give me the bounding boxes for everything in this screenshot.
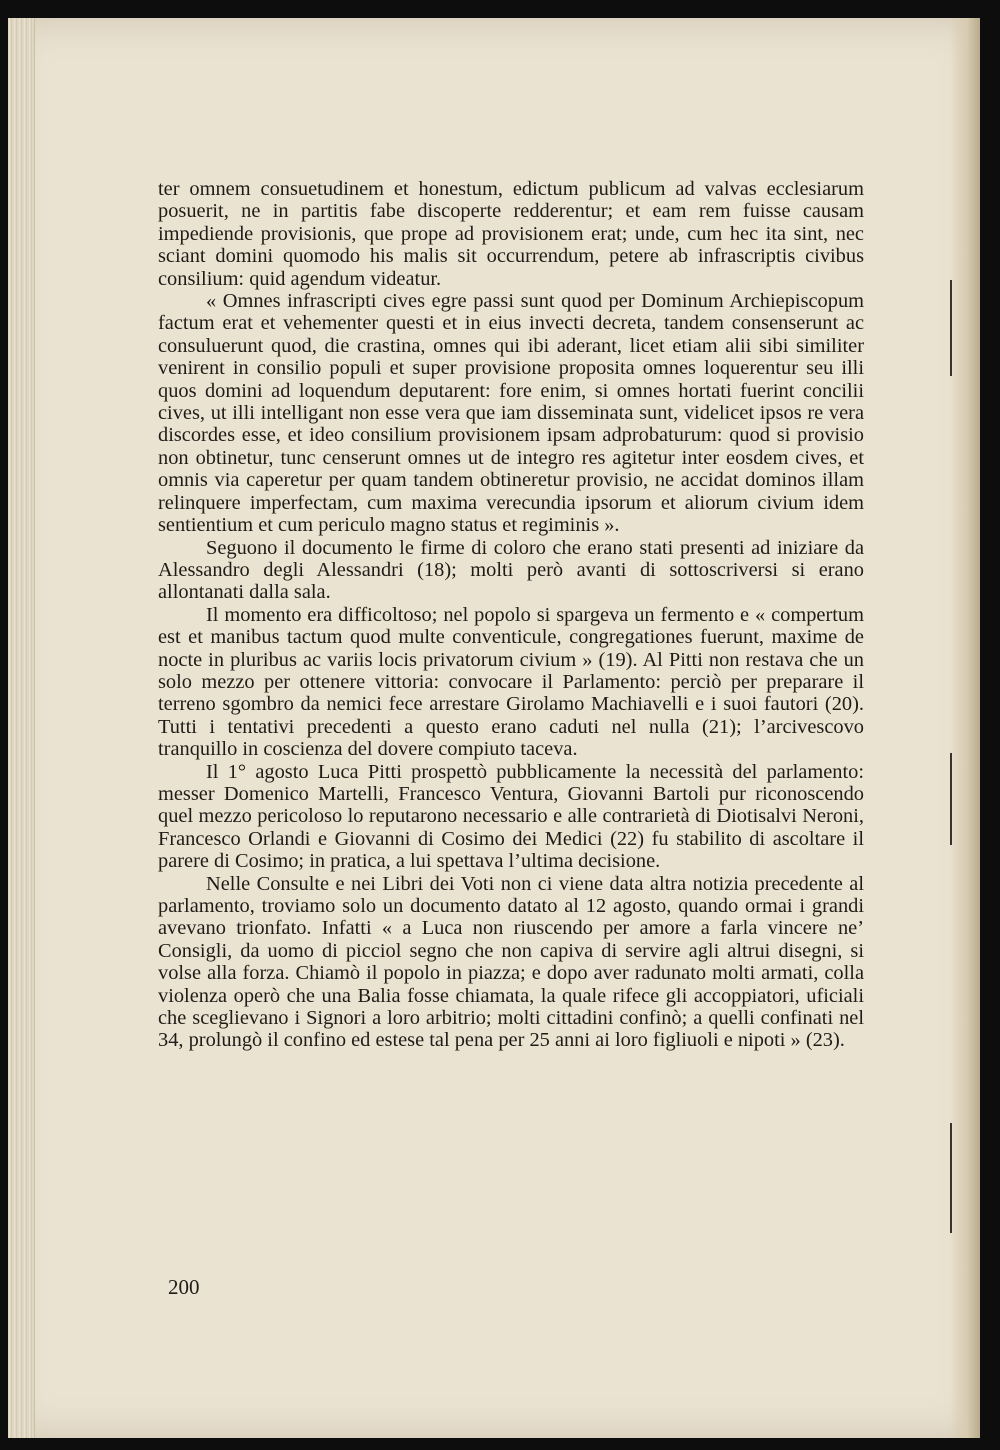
paragraph: Seguono il documento le firme di coloro che erano stati presenti ad iniziare da Alessandro degli Alessandri (18); molti però avanti di sottoscriversi si erano allontanati dalla sala. <box>158 536 864 604</box>
book-gutter <box>950 18 980 1438</box>
paragraph-latin-quote: « Omnes infrascripti cives egre passi sunt quod per Dominum Archiepiscopum factum erat et vehementer questi et in eius invecti decreta, tandem consenserunt ac consuluerunt quod, die crastina, omnes qui ibi aderant, licet etiam alii sibi similiter venirent in consilio populi et super provisione proposita omnes loquerentur seu illi quos domini ad loquendum deputarent: fore enim, si omnes hortati fuerint concilii cives, ut illi intelligant non esse vera que iam disseminata sunt, videlicet ipsos re vera discordes esse, et ideo consilium provisionem ipsam adprobaturum: quod si provisio non obtinetur, tunc censerunt omnes ut de integro res agitetur inter eosdem cives, et omnis via caperetur per quam tandem obtineretur provisio, ne accidat dominos illam relinquere imperfectam, cum maxima verecundia ipsorum et aliorum civium idem sentientium et cum periculo magno status et regiminis ». <box>158 290 864 537</box>
margin-mark <box>950 1123 952 1233</box>
paragraph-continuation: ter omnem consuetudinem et honestum, edictum publicum ad valvas ecclesiarum posuerit, ne in partitis fabe discoperte redderentur; et eam rem fuisse causam impediende provisionis, que prope ad provisionem erat; unde, cum hec ita sint, nec sciant domini quomodo his malis sit occurrendum, petere ab infrascriptis civibus consilium: quid agendum videatur. <box>158 178 864 290</box>
paragraph: Nelle Consulte e nei Libri dei Voti non ci viene data altra notizia precedente al parlamento, troviamo solo un documento datato al 12 agosto, quando ormai i grandi avevano trionfato. Infatti « a Luca non riuscendo per amore a farla vincere ne’ Consigli, da uomo di picciol segno che non capiva di servire agli altrui disegni, si volse alla forza. Chiamò il popolo in piazza; e dopo aver radunato molti armati, colla violenza operò che una Balia fosse chiamata, la quale rifece gli accoppiatori, uficiali che sceglievano i Signori a loro arbitrio; molti cittadini confinò; a quelli confinati nel 34, prolungò il confino ed estese tal pena per 25 anni ai loro figliuoli e nipoti » (23). <box>158 872 864 1052</box>
paragraph: Il momento era difficoltoso; nel popolo si spargeva un fermento e « compertum est et manibus tactum quod multe conventicule, congregationes fuerunt, maxime de nocte in pluribus ac variis locis privatorum civium » (19). Al Pitti non restava che un solo mezzo per ottenere vittoria: convocare il Parlamento: perciò per preparare il terreno sgombro da nemici fece arrestare Girolamo Machiavelli e i suoi fautori (20). Tutti i tentativi precedenti a questo erano caduti nel nulla (21); l’arcivescovo tranquillo in coscienza del dovere compiuto taceva. <box>158 603 864 761</box>
body-text <box>158 178 864 1052</box>
paragraph: Il 1° agosto Luca Pitti prospettò pubblicamente la necessità del parlamento: messer Domenico Martelli, Francesco Ventura, Giovanni Bartoli pur riconoscendo quel mezzo pericoloso lo reputarono necessario e alle contrarietà di Diotisalvi Neroni, Francesco Orlandi e Giovanni di Cosimo dei Medici (22) fu stabilito di ascoltare il parere di Cosimo; in pratica, a lui spettava l’ultima decisione. <box>158 760 864 873</box>
margin-mark <box>950 753 952 845</box>
margin-mark <box>950 280 952 376</box>
page-number: 200 <box>168 1275 200 1299</box>
page-edges <box>8 18 35 1438</box>
